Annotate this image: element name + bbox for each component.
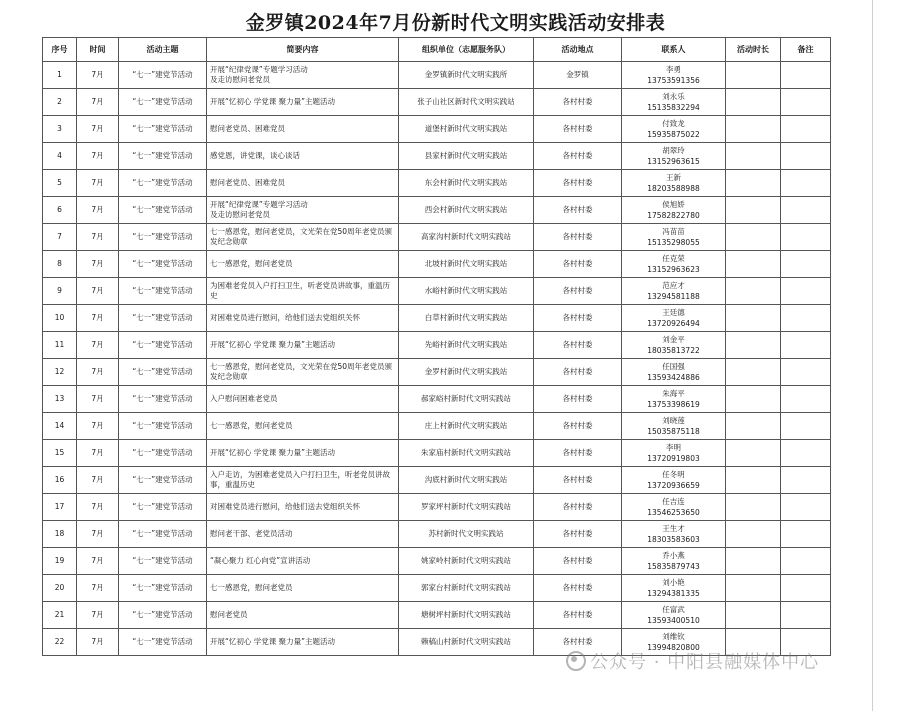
- table-row: [43, 575, 831, 602]
- table-row: [43, 116, 831, 143]
- cell-org: 北坡村新时代文明实践站: [399, 251, 534, 278]
- cell-no: 17: [43, 494, 77, 521]
- cell-no: 10: [43, 305, 77, 332]
- cell-theme: “七一”建党节活动: [119, 359, 207, 386]
- cell-place: 各村村委: [534, 548, 622, 575]
- cell-contact: [622, 251, 726, 278]
- cell-note: [781, 305, 831, 332]
- cell-no: 2: [43, 89, 77, 116]
- table-row: [43, 332, 831, 359]
- cell-content: 开展“忆初心 学党课 聚力量”主题活动: [207, 629, 399, 656]
- col-header-place: 活动地点: [534, 38, 622, 62]
- cell-place: 各村村委: [534, 629, 622, 656]
- cell-content: 开展“忆初心 学党课 聚力量”主题活动: [207, 440, 399, 467]
- col-header-org: 组织单位（志愿服务队）: [399, 38, 534, 62]
- cell-place: 各村村委: [534, 170, 622, 197]
- contact-phone: 13152963615: [647, 157, 700, 166]
- contact-phone: 13546253650: [647, 508, 700, 517]
- cell-duration: [726, 170, 781, 197]
- cell-place: 各村村委: [534, 494, 622, 521]
- contact-name: 任国强: [662, 362, 685, 371]
- cell-theme: “七一”建党节活动: [119, 305, 207, 332]
- contact-name: 刘金平: [662, 335, 685, 344]
- cell-theme: “七一”建党节活动: [119, 197, 207, 224]
- contact-phone: 15135298055: [647, 238, 700, 247]
- table-row: [43, 251, 831, 278]
- cell-time: 7月: [77, 575, 119, 602]
- cell-place: 各村村委: [534, 278, 622, 305]
- cell-time: 7月: [77, 386, 119, 413]
- cell-org: 高家沟村新时代文明实践站: [399, 224, 534, 251]
- cell-time: 7月: [77, 224, 119, 251]
- contact-phone: 13720919803: [647, 454, 700, 463]
- cell-time: 7月: [77, 629, 119, 656]
- cell-duration: [726, 197, 781, 224]
- cell-content: 慰问老干部、老党员活动: [207, 521, 399, 548]
- col-header-no: 序号: [43, 38, 77, 62]
- contact-name: 王廷德: [662, 308, 685, 317]
- cell-content: 七一感恩党，慰问老党员: [207, 251, 399, 278]
- cell-theme: “七一”建党节活动: [119, 278, 207, 305]
- cell-no: 6: [43, 197, 77, 224]
- cell-place: 各村村委: [534, 89, 622, 116]
- cell-theme: “七一”建党节活动: [119, 548, 207, 575]
- cell-duration: [726, 548, 781, 575]
- cell-no: 11: [43, 332, 77, 359]
- cell-org: 金罗镇新时代文明实践所: [399, 62, 534, 89]
- cell-content: 七一感恩党，慰问老党员: [207, 413, 399, 440]
- cell-duration: [726, 359, 781, 386]
- cell-org: 白草村新时代文明实践站: [399, 305, 534, 332]
- cell-duration: [726, 143, 781, 170]
- cell-place: 各村村委: [534, 224, 622, 251]
- cell-theme: “七一”建党节活动: [119, 332, 207, 359]
- cell-org: 县家村新时代文明实践站: [399, 143, 534, 170]
- cell-contact: [622, 116, 726, 143]
- cell-time: 7月: [77, 521, 119, 548]
- contact-phone: 13593424886: [647, 373, 700, 382]
- cell-content: 七一感恩党，慰问老党员，文光荣在党50周年老党员颁发纪念勋章: [207, 224, 399, 251]
- cell-place: 各村村委: [534, 116, 622, 143]
- cell-contact: [622, 305, 726, 332]
- cell-theme: “七一”建党节活动: [119, 413, 207, 440]
- col-header-content: 简要内容: [207, 38, 399, 62]
- cell-content: “凝心聚力 红心向党”宣讲活动: [207, 548, 399, 575]
- cell-contact: [622, 170, 726, 197]
- contact-phone: 17582822780: [647, 211, 700, 220]
- cell-org: 郝家峪村新时代文明实践站: [399, 386, 534, 413]
- contact-phone: 13152963623: [647, 265, 700, 274]
- cell-duration: [726, 467, 781, 494]
- cell-org: 庄上村新时代文明实践站: [399, 413, 534, 440]
- cell-contact: [622, 575, 726, 602]
- cell-org: 水峪村新时代文明实践站: [399, 278, 534, 305]
- cell-no: 12: [43, 359, 77, 386]
- cell-org: 张子山社区新时代文明实践站: [399, 89, 534, 116]
- table-row: [43, 548, 831, 575]
- cell-place: 各村村委: [534, 467, 622, 494]
- cell-note: [781, 251, 831, 278]
- cell-contact: [622, 548, 726, 575]
- cell-no: 22: [43, 629, 77, 656]
- cell-time: 7月: [77, 494, 119, 521]
- cell-no: 7: [43, 224, 77, 251]
- table-row: [43, 521, 831, 548]
- cell-org: 郭家台村新时代文明实践站: [399, 575, 534, 602]
- sheet-edge: [872, 0, 873, 711]
- cell-org: 塘树坪村新时代文明实践站: [399, 602, 534, 629]
- cell-content: 开展“纪律党课”专题学习活动 及走访慰问老党员: [207, 62, 399, 89]
- cell-content: 慰问老党员: [207, 602, 399, 629]
- contact-phone: 15935875022: [647, 130, 700, 139]
- cell-time: 7月: [77, 413, 119, 440]
- cell-note: [781, 440, 831, 467]
- cell-note: [781, 278, 831, 305]
- table-row: [43, 413, 831, 440]
- cell-place: 各村村委: [534, 413, 622, 440]
- contact-name: 刘晓莲: [662, 416, 685, 425]
- cell-place: 各村村委: [534, 386, 622, 413]
- cell-place: 各村村委: [534, 359, 622, 386]
- cell-no: 19: [43, 548, 77, 575]
- cell-no: 8: [43, 251, 77, 278]
- contact-phone: 13294581188: [647, 292, 700, 301]
- cell-note: [781, 575, 831, 602]
- cell-contact: [622, 143, 726, 170]
- table-row: [43, 386, 831, 413]
- col-header-time: 时间: [77, 38, 119, 62]
- cell-time: 7月: [77, 602, 119, 629]
- cell-no: 4: [43, 143, 77, 170]
- cell-duration: [726, 521, 781, 548]
- contact-name: 付致龙: [662, 119, 685, 128]
- cell-time: 7月: [77, 143, 119, 170]
- cell-no: 18: [43, 521, 77, 548]
- table-row: [43, 494, 831, 521]
- cell-note: [781, 521, 831, 548]
- table-row: [43, 359, 831, 386]
- cell-no: 3: [43, 116, 77, 143]
- cell-note: [781, 197, 831, 224]
- activity-table: [42, 37, 831, 656]
- contact-phone: 13994820800: [647, 643, 700, 652]
- cell-no: 5: [43, 170, 77, 197]
- table-header-row: [43, 38, 831, 62]
- cell-time: 7月: [77, 170, 119, 197]
- cell-time: 7月: [77, 332, 119, 359]
- cell-place: 各村村委: [534, 251, 622, 278]
- contact-name: 刘小艳: [662, 578, 685, 587]
- cell-content: 入户走访，为困难老党员入户打扫卫生，听老党员讲故事，重温历史: [207, 467, 399, 494]
- cell-org: 西会村新时代文明实践站: [399, 197, 534, 224]
- cell-theme: “七一”建党节活动: [119, 521, 207, 548]
- cell-duration: [726, 224, 781, 251]
- cell-note: [781, 332, 831, 359]
- cell-theme: “七一”建党节活动: [119, 143, 207, 170]
- cell-contact: [622, 89, 726, 116]
- table-row: [43, 467, 831, 494]
- contact-name: 任克荣: [662, 254, 685, 263]
- cell-note: [781, 224, 831, 251]
- cell-time: 7月: [77, 116, 119, 143]
- cell-contact: [622, 521, 726, 548]
- cell-content: 对困难党员进行慰问，给他们送去党组织关怀: [207, 305, 399, 332]
- watermark: [566, 648, 819, 674]
- table-row: [43, 170, 831, 197]
- cell-content: 感党恩，讲党课，谈心谈话: [207, 143, 399, 170]
- cell-contact: [622, 602, 726, 629]
- cell-content: 为困难老党员入户打扫卫生，听老党员讲故事，重温历史: [207, 278, 399, 305]
- cell-no: 14: [43, 413, 77, 440]
- cell-theme: “七一”建党节活动: [119, 440, 207, 467]
- cell-org: 罗家坪村新时代文明实践站: [399, 494, 534, 521]
- cell-theme: “七一”建党节活动: [119, 467, 207, 494]
- col-header-note: 备注: [781, 38, 831, 62]
- cell-contact: [622, 332, 726, 359]
- cell-place: 各村村委: [534, 575, 622, 602]
- cell-note: [781, 170, 831, 197]
- cell-theme: “七一”建党节活动: [119, 386, 207, 413]
- cell-contact: [622, 62, 726, 89]
- contact-phone: 18035813722: [647, 346, 700, 355]
- contact-name: 胡翠玲: [662, 146, 685, 155]
- cell-content: 入户慰问困难老党员: [207, 386, 399, 413]
- contact-phone: 13593400510: [647, 616, 700, 625]
- col-header-duration: 活动时长: [726, 38, 781, 62]
- cell-org: 赖稿山村新时代文明实践站: [399, 629, 534, 656]
- cell-time: 7月: [77, 62, 119, 89]
- cell-theme: “七一”建党节活动: [119, 251, 207, 278]
- cell-org: 姚家岭村新时代文明实践站: [399, 548, 534, 575]
- cell-note: [781, 413, 831, 440]
- cell-note: [781, 359, 831, 386]
- cell-org: 苏村新时代文明实践站: [399, 521, 534, 548]
- cell-org: 朱家庙村新时代文明实践站: [399, 440, 534, 467]
- table-row: [43, 224, 831, 251]
- cell-content: 开展“忆初心 学党课 聚力量”主题活动: [207, 89, 399, 116]
- contact-name: 侯旭娇: [662, 200, 685, 209]
- contact-name: 王生才: [662, 524, 685, 533]
- cell-theme: “七一”建党节活动: [119, 89, 207, 116]
- table-row: [43, 278, 831, 305]
- cell-no: 20: [43, 575, 77, 602]
- cell-org: 道堡村新时代文明实践站: [399, 116, 534, 143]
- cell-contact: [622, 359, 726, 386]
- cell-duration: [726, 62, 781, 89]
- cell-duration: [726, 251, 781, 278]
- cell-contact: [622, 440, 726, 467]
- col-header-theme: 活动主题: [119, 38, 207, 62]
- cell-theme: “七一”建党节活动: [119, 116, 207, 143]
- contact-name: 王新: [666, 173, 681, 182]
- cell-place: 金罗镇: [534, 62, 622, 89]
- cell-time: 7月: [77, 305, 119, 332]
- cell-duration: [726, 89, 781, 116]
- cell-no: 15: [43, 440, 77, 467]
- cell-content: 七一感恩党，慰问老党员，文光荣在党50周年老党员颁发纪念勋章: [207, 359, 399, 386]
- cell-no: 16: [43, 467, 77, 494]
- cell-content: 七一感恩党，慰问老党员: [207, 575, 399, 602]
- cell-duration: [726, 305, 781, 332]
- contact-phone: 18203588988: [647, 184, 700, 193]
- cell-duration: [726, 278, 781, 305]
- cell-no: 13: [43, 386, 77, 413]
- contact-phone: 15835879743: [647, 562, 700, 571]
- cell-theme: “七一”建党节活动: [119, 575, 207, 602]
- cell-content: 开展“纪律党课”专题学习活动 及走访慰问老党员: [207, 197, 399, 224]
- contact-name: 李明: [666, 443, 681, 452]
- cell-contact: [622, 467, 726, 494]
- table-row: [43, 143, 831, 170]
- cell-duration: [726, 575, 781, 602]
- cell-time: 7月: [77, 89, 119, 116]
- cell-note: [781, 602, 831, 629]
- cell-place: 各村村委: [534, 602, 622, 629]
- cell-place: 各村村委: [534, 197, 622, 224]
- cell-duration: [726, 413, 781, 440]
- contact-phone: 13294381335: [647, 589, 700, 598]
- cell-duration: [726, 332, 781, 359]
- cell-duration: [726, 494, 781, 521]
- cell-content: 慰问老党员、困难党员: [207, 116, 399, 143]
- contact-name: 刘永乐: [662, 92, 685, 101]
- table-row: [43, 440, 831, 467]
- contact-phone: 15135832294: [647, 103, 700, 112]
- col-header-contact: 联系人: [622, 38, 726, 62]
- cell-note: [781, 143, 831, 170]
- cell-place: 各村村委: [534, 440, 622, 467]
- watermark-text: 公众号 · 中阳县融媒体中心: [590, 652, 820, 673]
- contact-phone: 13753591356: [647, 76, 700, 85]
- cell-theme: “七一”建党节活动: [119, 170, 207, 197]
- table-row: [43, 305, 831, 332]
- cell-no: 21: [43, 602, 77, 629]
- cell-org: 东会村新时代文明实践站: [399, 170, 534, 197]
- cell-content: 对困难党员进行慰问，给他们送去党组织关怀: [207, 494, 399, 521]
- cell-contact: [622, 494, 726, 521]
- contact-name: 朱海平: [662, 389, 685, 398]
- cell-note: [781, 548, 831, 575]
- cell-theme: “七一”建党节活动: [119, 62, 207, 89]
- contact-name: 冯苗苗: [662, 227, 685, 236]
- cell-note: [781, 62, 831, 89]
- wechat-icon: [566, 651, 586, 671]
- cell-time: 7月: [77, 440, 119, 467]
- table-row: [43, 197, 831, 224]
- cell-place: 各村村委: [534, 143, 622, 170]
- cell-contact: [622, 224, 726, 251]
- table-row: [43, 89, 831, 116]
- cell-duration: [726, 440, 781, 467]
- cell-time: 7月: [77, 278, 119, 305]
- cell-note: [781, 467, 831, 494]
- cell-org: 金罗村新时代文明实践站: [399, 359, 534, 386]
- cell-no: 9: [43, 278, 77, 305]
- cell-place: 各村村委: [534, 521, 622, 548]
- cell-org: 先峪村新时代文明实践站: [399, 332, 534, 359]
- contact-phone: 18303583603: [647, 535, 700, 544]
- cell-contact: [622, 413, 726, 440]
- contact-phone: 13753398619: [647, 400, 700, 409]
- contact-phone: 13720936659: [647, 481, 700, 490]
- cell-theme: “七一”建党节活动: [119, 224, 207, 251]
- cell-org: 沟底村新时代文明实践站: [399, 467, 534, 494]
- cell-note: [781, 494, 831, 521]
- cell-contact: [622, 386, 726, 413]
- cell-note: [781, 89, 831, 116]
- cell-content: 开展“忆初心 学党课 聚力量”主题活动: [207, 332, 399, 359]
- contact-name: 刘维钦: [662, 632, 685, 641]
- cell-theme: “七一”建党节活动: [119, 602, 207, 629]
- table-row: [43, 62, 831, 89]
- page-title: 金罗镇2024年7月份新时代文明实践活动安排表: [245, 12, 666, 34]
- cell-place: 各村村委: [534, 332, 622, 359]
- contact-name: 范应才: [662, 281, 685, 290]
- contact-phone: 13720926494: [647, 319, 700, 328]
- contact-name: 乔小燕: [662, 551, 685, 560]
- cell-time: 7月: [77, 359, 119, 386]
- cell-time: 7月: [77, 197, 119, 224]
- cell-duration: [726, 116, 781, 143]
- contact-name: 任吉连: [662, 497, 685, 506]
- cell-contact: [622, 197, 726, 224]
- cell-time: 7月: [77, 548, 119, 575]
- cell-theme: “七一”建党节活动: [119, 494, 207, 521]
- cell-duration: [726, 602, 781, 629]
- cell-contact: [622, 278, 726, 305]
- contact-phone: 15035875118: [647, 427, 700, 436]
- cell-place: 各村村委: [534, 305, 622, 332]
- contact-name: 任富武: [662, 605, 685, 614]
- cell-note: [781, 386, 831, 413]
- cell-note: [781, 116, 831, 143]
- cell-theme: “七一”建党节活动: [119, 629, 207, 656]
- cell-duration: [726, 386, 781, 413]
- cell-time: 7月: [77, 467, 119, 494]
- contact-name: 李勇: [666, 65, 681, 74]
- contact-name: 任冬明: [662, 470, 685, 479]
- cell-no: 1: [43, 62, 77, 89]
- cell-time: 7月: [77, 251, 119, 278]
- table-row: [43, 602, 831, 629]
- cell-content: 慰问老党员、困难党员: [207, 170, 399, 197]
